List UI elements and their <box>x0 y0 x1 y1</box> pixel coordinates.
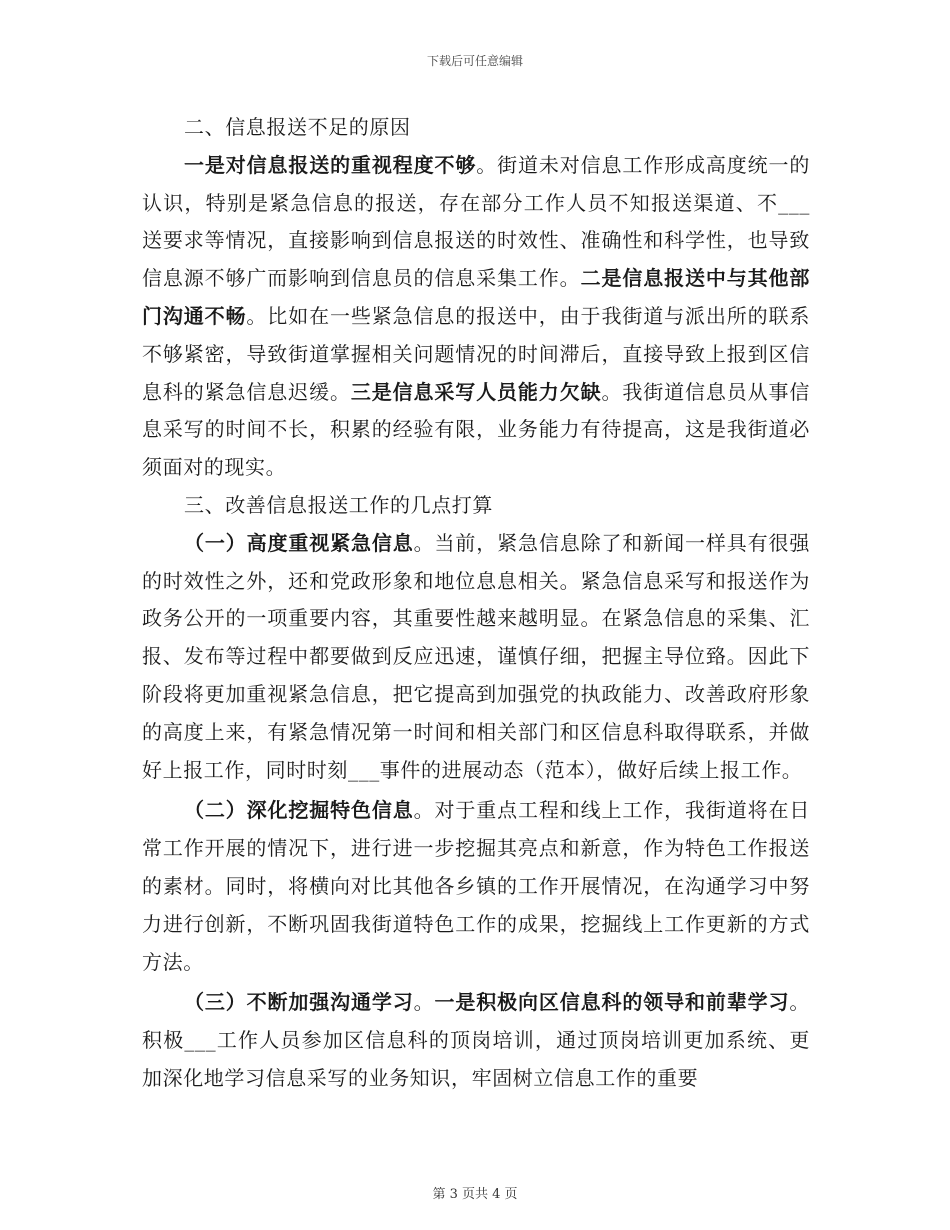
bold-point-2: 二是信息报送中与其他部门沟通不畅 <box>142 266 810 328</box>
paragraph-item-2 <box>142 792 810 981</box>
item-3-text-2: 。积极___工作人员参加区信息科的顶岗培训，通过顶岗培训更加系统、更加深化地学习信息采写的业务知识，牢固树立信息工作的重要 <box>142 990 810 1090</box>
item-3-title: （三）不断加强沟通学习 <box>184 990 414 1015</box>
bold-point-1: 一是对信息报送的重视程度不够 <box>184 152 477 177</box>
paragraph-reasons <box>142 147 810 487</box>
item-1-text: 。当前，紧急信息除了和新闻一样具有很强的时效性之外，还和党政形象和地位息息相关。紧急信息采写和报送作为政务公开的一项重要内容，其重要性越来越明显。在紧急信息的采集、汇报、发布等过程中都要做到反应迅速，谨慎仔细，把握主导位臵。因此下阶段将更加重视紧急信息，把它提高到加强党的执政能力、改善政府形象的高度上来，有紧急情况第一时间和相关部门和区信息科取得联系，并做好上报工作，同时时刻___事件的进展动态（范本），做好后续上报工作。 <box>142 530 810 782</box>
document-body <box>142 109 810 1098</box>
page-footer: 第 3 页共 4 页 <box>432 1187 518 1202</box>
paragraph-item-3 <box>142 984 810 1097</box>
paragraph-item-1 <box>142 525 810 790</box>
item-1-title: （一）高度重视紧急信息 <box>184 530 414 555</box>
text-point-3: 。我街道信息员从事信息采写的时间不长，积累的经验有限，业务能力有待提高，这是我街道必须面对的现实。 <box>142 379 811 480</box>
item-3-subpoint: 一是积极向区信息科的领导和前辈学习 <box>434 990 790 1015</box>
bold-point-3: 三是信息采写人员能力欠缺 <box>350 379 602 404</box>
item-2-text: 。对于重点工程和线上工作，我街道将在日常工作开展的情况下，进行进一步挖掘其亮点和新意，作为特色工作报送的素材。同时，将横向对比其他各乡镇的工作开展情况，在沟通学习中努力进行创新，不断巩固我街道特色工作的成果，挖掘线上工作更新的方式方法。 <box>142 798 810 974</box>
item-2-title: （二）深化挖掘特色信息 <box>184 798 414 823</box>
item-3-text-1: 。 <box>413 990 435 1015</box>
page-header: 下载后可任意编辑 <box>426 54 523 68</box>
section-heading-2: 二、信息报送不足的原因 <box>184 115 411 139</box>
text-point-1: 。街道未对信息工作形成高度统一的认识，特别是紧急信息的报送，存在部分工作人员不知报送渠道、不___送要求等情况，直接影响到信息报送的时效性、准确性和科学性，也导致信息源不够广而影响到信息员的信息采集工作。 <box>142 152 810 291</box>
text-point-2: 。比如在一些紧急信息的报送中，由于我街道与派出所的联系不够紧密，导致街道掌握相关问题情况的时间滞后，直接导致上报到区信息科的紧急信息迟缓。 <box>142 303 810 404</box>
section-heading-3: 三、改善信息报送工作的几点打算 <box>184 492 493 517</box>
